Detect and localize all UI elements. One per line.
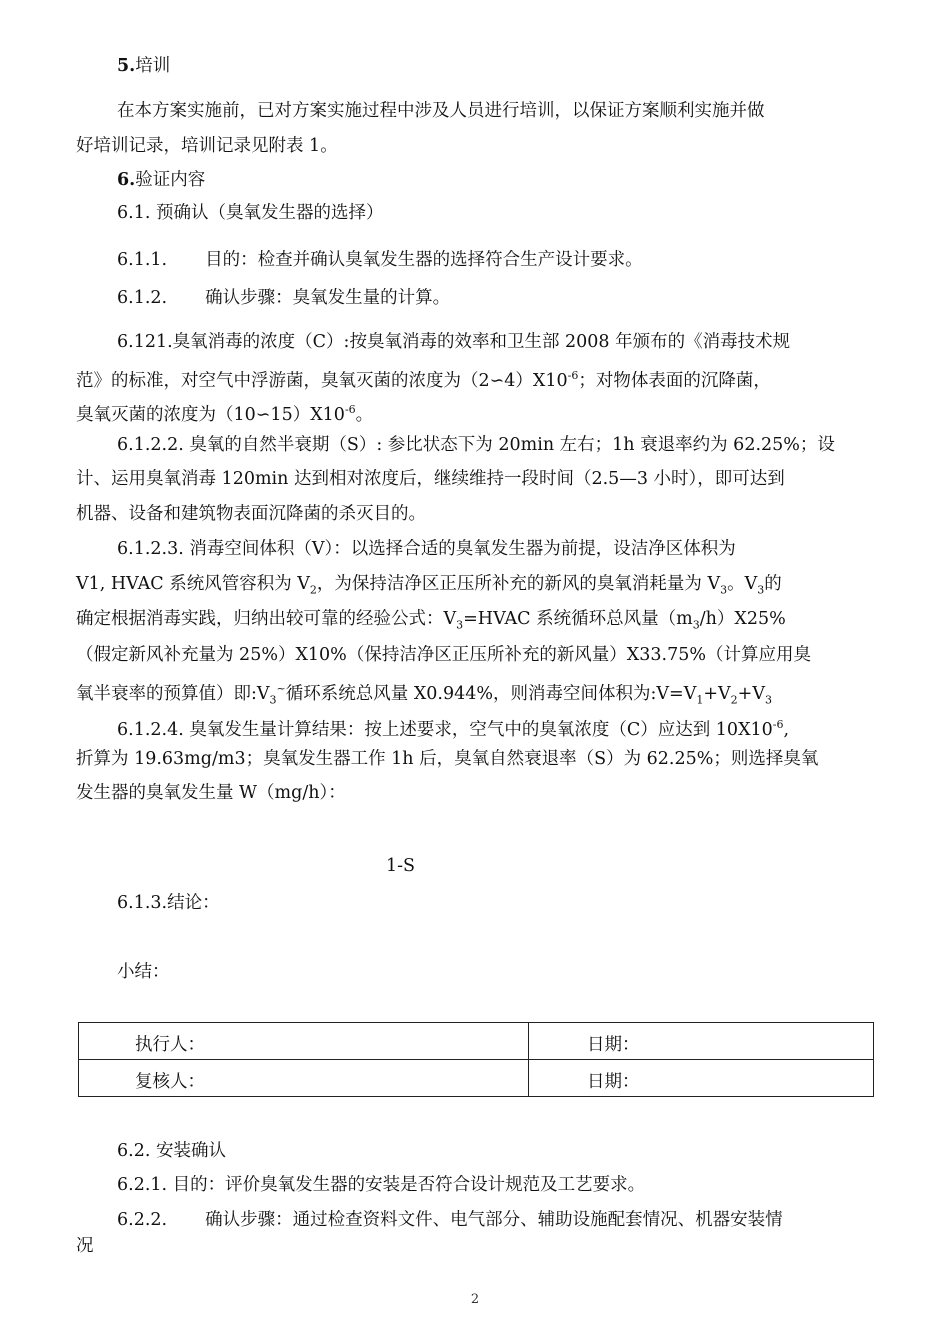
table-row [79, 1023, 874, 1060]
signature-table [78, 1022, 874, 1097]
table-row [79, 1060, 874, 1097]
para-6124-line2: 折算为 19.63mg/m3；臭氧发生器工作 1h 后，臭氧自然衰退率（S）为 62.25%；则选择臭氧 [76, 749, 819, 769]
para-6123-line3: 确定根据消毒实践，归纳出较可靠的经验公式：$V_3=HVAC$ 系统循环总风量$(m_3/h)X25\%$ [76, 609, 786, 632]
para-6124-line3: 发生器的臭氧发生量 W（mg/h）： [76, 783, 346, 803]
para-6122-line2: 计、运用臭氧消毒 120min 达到相对浓度后，继续维持一段时间（2.5—3 小时），即可达到 [76, 469, 785, 489]
section-6-2-2: 6.2.2. 确认步骤：通过检查资料文件、电气部分、辅助设施配套情况、机器安装情 [117, 1210, 783, 1230]
section-6-2-1: 6.2.1. 目的：评价臭氧发生器的安装是否符合设计规范及工艺要求。 [117, 1175, 646, 1195]
section-5-heading: 5.培训 [117, 56, 171, 76]
para-6121-line1: 6.121.臭氧消毒的浓度（C）:按臭氧消毒的效率和卫生部 2008 年颁布的《消毒技术规 [117, 332, 791, 352]
para-6123-line1: 6.1.2.3. 消毒空间体积（V）：以选择合适的臭氧发生器为前提，设洁净区体积为 [117, 539, 736, 559]
formula-denominator: 1-S [386, 856, 416, 876]
para-6123-line5: 氧半衰率的预算值）即$:V_3^\sim$循环系统总风量 X0.944%，则消毒空间体积为$:V=V_1+V_2+V_3$ [76, 682, 772, 707]
section-6-1-3: 6.1.3.结论： [117, 893, 220, 913]
para-6123-line4: （假定新风补充量为 25%）X10%（保持洁净区正压所补充的新风量）X33.75%（计算应用臭 [76, 645, 811, 665]
section-6-heading: 6.验证内容 [117, 170, 206, 190]
section-6-1-heading: 6.1. 预确认（臭氧发生器的选择） [117, 203, 384, 223]
section-6-1-2: 6.1.2. 确认步骤：臭氧发生量的计算。 [117, 288, 451, 308]
summary-label: 小结： [117, 962, 170, 982]
section-6-2-2-continued: 况 [76, 1236, 94, 1256]
date-label: 日期： [587, 1072, 640, 1092]
training-paragraph-line1: 在本方案实施前，已对方案实施过程中涉及人员进行培训，以保证方案顺利实施并做 [117, 101, 765, 121]
reviewer-label: 复核人： [135, 1072, 205, 1092]
training-paragraph-line2: 好培训记录，培训记录见附表 1。 [76, 136, 338, 156]
section-6-2-heading: 6.2. 安装确认 [117, 1141, 226, 1161]
executor-label: 执行人： [135, 1035, 205, 1055]
executor-cell [79, 1023, 529, 1060]
para-6122-line1: 6.1.2.2. 臭氧的自然半衰期（S）: 参比状态下为 20min 左右；1h 衰退率约为 62.25%；设 [117, 435, 835, 455]
section-6-1-1: 6.1.1. 目的：检查并确认臭氧发生器的选择符合生产设计要求。 [117, 250, 643, 270]
date-label: 日期： [587, 1035, 640, 1055]
para-6124-line1: 6.1.2.4. 臭氧发生量计算结果：按上述要求，空气中的臭氧浓度（C）应达到 $10X10^{-6}$, [117, 718, 790, 740]
para-6123-line2: V1, HVAC 系统风管容积为 $V_2$，为保持洁净区正压所补充的新风的臭氧消耗量为 $V_3$。$V_3$的 [76, 574, 782, 597]
para-6122-line3: 机器、设备和建筑物表面沉降菌的杀灭目的。 [76, 504, 426, 524]
date-cell [529, 1060, 874, 1097]
page-number: 2 [470, 1292, 480, 1307]
para-6121-line3: 臭氧灭菌的浓度为$(10∽15)X10^{-6}$。 [76, 403, 374, 425]
date-cell [529, 1023, 874, 1060]
para-6121-line2: 范》的标准，对空气中浮游菌，臭氧灭菌的浓度为$(2∽4)X10^{-6}$；对物体表面的沉降菌， [76, 369, 771, 391]
reviewer-cell [79, 1060, 529, 1097]
